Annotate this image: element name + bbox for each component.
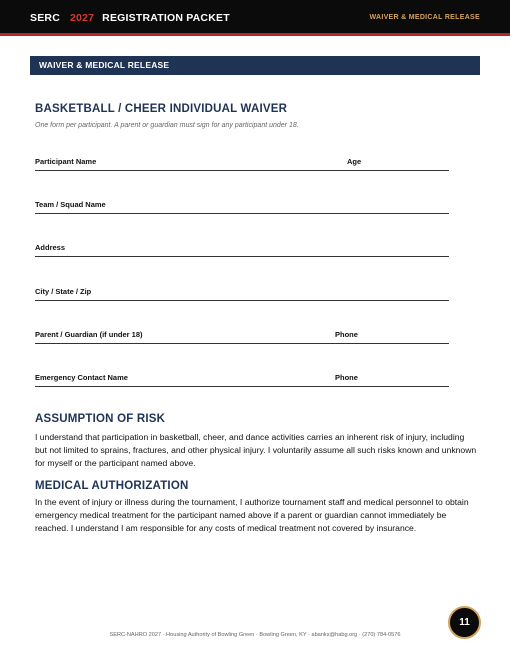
medical-authorization-text: In the event of injury or illness during the tournament, I authorize tournament staff and medical personnel to obtain emergency medical treatment for the participant named above if a parent or guardian cannot immediately be reached. I understand I am responsible for any costs of medical treatment not covered by insurance. <box>35 497 469 533</box>
page-number-badge: 11 <box>448 606 481 639</box>
parent-guardian-field[interactable] <box>35 328 449 344</box>
brand-name: SERC <box>30 12 60 24</box>
participant-name-field[interactable] <box>35 155 449 171</box>
city-state-zip-field[interactable] <box>35 285 449 301</box>
page-footer: SERC-NAHRO 2027 · Housing Authority of Bowling Green · Bowling Green, KY · abanks@habg.org · (270) 784-0576 <box>109 632 401 638</box>
medical-authorization-heading: MEDICAL AUTHORIZATION <box>35 480 189 492</box>
header-section-label: WAIVER & MEDICAL RELEASE <box>369 14 480 21</box>
packet-brand <box>30 0 230 36</box>
age-label: Age <box>347 157 362 166</box>
section-banner: WAIVER & MEDICAL RELEASE <box>30 56 480 75</box>
emergency-contact-field[interactable] <box>35 371 449 387</box>
assumption-of-risk-heading: ASSUMPTION OF RISK <box>35 413 166 425</box>
address-label: Address <box>35 243 66 252</box>
team-name-label: Team / Squad Name <box>35 200 106 209</box>
packet-title: REGISTRATION PACKET <box>102 12 230 24</box>
form-title: BASKETBALL / CHEER INDIVIDUAL WAIVER <box>35 103 288 115</box>
emergency-phone-label: Phone <box>335 373 358 382</box>
brand-year: 2027 <box>69 12 95 24</box>
team-name-field[interactable] <box>35 198 449 214</box>
city-state-zip-label: City / State / Zip <box>35 287 92 296</box>
address-field[interactable] <box>35 241 449 257</box>
participant-name-label: Participant Name <box>35 157 97 166</box>
emergency-contact-label: Emergency Contact Name <box>35 373 128 382</box>
parent-phone-label: Phone <box>335 330 358 339</box>
assumption-of-risk-text: I understand that participation in basketball, cheer, and dance activities carries an inherent risk of injury, including but not limited to sprains, fractures, and other physical injury. I voluntarily assume all such risks known and unknown for myself or the participant named above. <box>35 432 477 468</box>
form-subtitle: One form per participant. A parent or guardian must sign for any participant under 18. <box>35 122 299 129</box>
parent-guardian-label: Parent / Guardian (if under 18) <box>35 330 143 339</box>
header-bar <box>0 0 510 36</box>
